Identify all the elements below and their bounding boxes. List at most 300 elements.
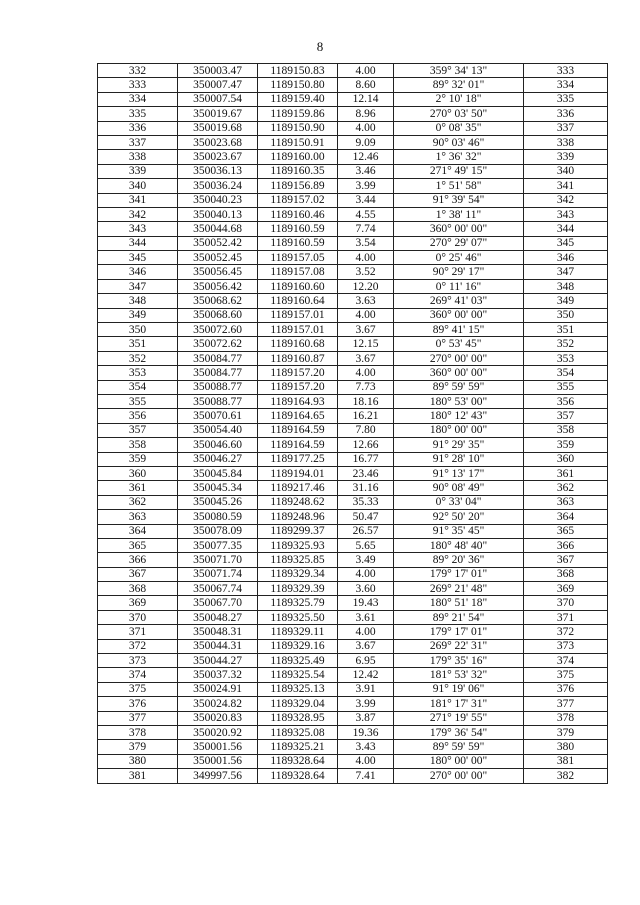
next-point-cell: 375 [524,668,608,682]
distance-cell: 16.77 [338,452,394,466]
x-coordinate-cell: 350036.13 [178,164,258,178]
table-row [98,107,608,121]
next-point-cell: 361 [524,466,608,480]
distance-cell: 3.60 [338,582,394,596]
bearing-cell: 271° 19' 55" [394,711,524,725]
bearing-cell: 91° 29' 35" [394,438,524,452]
y-coordinate-cell: 1189159.86 [258,107,338,121]
bearing-cell: 269° 41' 03" [394,294,524,308]
next-point-cell: 365 [524,524,608,538]
table-row [98,222,608,236]
x-coordinate-cell: 350070.61 [178,409,258,423]
y-coordinate-cell: 1189164.59 [258,438,338,452]
next-point-cell: 344 [524,222,608,236]
y-coordinate-cell: 1189160.46 [258,207,338,221]
table-row [98,567,608,581]
x-coordinate-cell: 350068.62 [178,294,258,308]
point-number-cell: 350 [98,323,178,337]
x-coordinate-cell: 350024.82 [178,697,258,711]
point-number-cell: 337 [98,135,178,149]
next-point-cell: 362 [524,481,608,495]
point-number-cell: 369 [98,596,178,610]
point-number-cell: 355 [98,394,178,408]
page-number: 8 [316,39,324,54]
table-row [98,351,608,365]
table-row [98,423,608,437]
next-point-cell: 367 [524,553,608,567]
y-coordinate-cell: 1189328.64 [258,754,338,768]
next-point-cell: 368 [524,567,608,581]
point-number-cell: 357 [98,423,178,437]
point-number-cell: 362 [98,495,178,509]
table-row [98,135,608,149]
bearing-cell: 2° 10' 18" [394,92,524,106]
next-point-cell: 346 [524,251,608,265]
x-coordinate-cell: 350001.56 [178,754,258,768]
y-coordinate-cell: 1189329.16 [258,639,338,653]
point-number-cell: 351 [98,337,178,351]
next-point-cell: 335 [524,92,608,106]
y-coordinate-cell: 1189157.20 [258,380,338,394]
point-number-cell: 361 [98,481,178,495]
distance-cell: 3.91 [338,682,394,696]
next-point-cell: 348 [524,279,608,293]
point-number-cell: 343 [98,222,178,236]
y-coordinate-cell: 1189157.01 [258,323,338,337]
table-row [98,294,608,308]
bearing-cell: 0° 08' 35" [394,121,524,135]
x-coordinate-cell: 350080.59 [178,510,258,524]
y-coordinate-cell: 1189160.59 [258,222,338,236]
distance-cell: 4.00 [338,625,394,639]
point-number-cell: 377 [98,711,178,725]
table-row [98,481,608,495]
table-row [98,409,608,423]
distance-cell: 4.55 [338,207,394,221]
next-point-cell: 372 [524,625,608,639]
x-coordinate-cell: 350020.83 [178,711,258,725]
y-coordinate-cell: 1189325.85 [258,553,338,567]
distance-cell: 12.20 [338,279,394,293]
bearing-cell: 89° 32' 01" [394,78,524,92]
distance-cell: 4.00 [338,567,394,581]
table-row [98,697,608,711]
point-number-cell: 347 [98,279,178,293]
table-row [98,92,608,106]
bearing-cell: 89° 21' 54" [394,610,524,624]
y-coordinate-cell: 1189325.49 [258,654,338,668]
y-coordinate-cell: 1189150.80 [258,78,338,92]
x-coordinate-cell: 350067.70 [178,596,258,610]
bearing-cell: 91° 19' 06" [394,682,524,696]
point-number-cell: 379 [98,740,178,754]
point-number-cell: 375 [98,682,178,696]
y-coordinate-cell: 1189325.54 [258,668,338,682]
bearing-cell: 0° 11' 16" [394,279,524,293]
next-point-cell: 338 [524,135,608,149]
table-row [98,121,608,135]
next-point-cell: 352 [524,337,608,351]
next-point-cell: 358 [524,423,608,437]
x-coordinate-cell: 350072.62 [178,337,258,351]
table-row [98,711,608,725]
distance-cell: 7.73 [338,380,394,394]
next-point-cell: 364 [524,510,608,524]
table-row [98,754,608,768]
next-point-cell: 374 [524,654,608,668]
table-row [98,668,608,682]
distance-cell: 4.00 [338,121,394,135]
next-point-cell: 382 [524,769,608,783]
bearing-cell: 360° 00' 00" [394,308,524,322]
table-row [98,725,608,739]
y-coordinate-cell: 1189160.59 [258,236,338,250]
next-point-cell: 353 [524,351,608,365]
x-coordinate-cell: 350007.47 [178,78,258,92]
bearing-cell: 89° 20' 36" [394,553,524,567]
x-coordinate-cell: 350077.35 [178,538,258,552]
y-coordinate-cell: 1189150.91 [258,135,338,149]
bearing-cell: 180° 51' 18" [394,596,524,610]
x-coordinate-cell: 350054.40 [178,423,258,437]
bearing-cell: 0° 33' 04" [394,495,524,509]
y-coordinate-cell: 1189194.01 [258,466,338,480]
bearing-cell: 180° 00' 00" [394,423,524,437]
next-point-cell: 377 [524,697,608,711]
coordinates-table [97,63,608,784]
x-coordinate-cell: 350056.42 [178,279,258,293]
y-coordinate-cell: 1189217.46 [258,481,338,495]
bearing-cell: 91° 28' 10" [394,452,524,466]
distance-cell: 4.00 [338,366,394,380]
point-number-cell: 356 [98,409,178,423]
point-number-cell: 368 [98,582,178,596]
next-point-cell: 359 [524,438,608,452]
next-point-cell: 355 [524,380,608,394]
distance-cell: 3.54 [338,236,394,250]
distance-cell: 12.66 [338,438,394,452]
point-number-cell: 363 [98,510,178,524]
point-number-cell: 364 [98,524,178,538]
table-row [98,466,608,480]
table-row [98,207,608,221]
next-point-cell: 333 [524,64,608,78]
table-row [98,582,608,596]
point-number-cell: 352 [98,351,178,365]
coordinates-table-body [98,64,608,784]
y-coordinate-cell: 1189160.64 [258,294,338,308]
y-coordinate-cell: 1189325.50 [258,610,338,624]
bearing-cell: 0° 25' 46" [394,251,524,265]
table-row [98,538,608,552]
point-number-cell: 365 [98,538,178,552]
y-coordinate-cell: 1189329.34 [258,567,338,581]
y-coordinate-cell: 1189157.02 [258,193,338,207]
point-number-cell: 332 [98,64,178,78]
table-row [98,639,608,653]
bearing-cell: 89° 41' 15" [394,323,524,337]
bearing-cell: 91° 13' 17" [394,466,524,480]
bearing-cell: 181° 17' 31" [394,697,524,711]
bearing-cell: 91° 39' 54" [394,193,524,207]
distance-cell: 3.61 [338,610,394,624]
distance-cell: 3.46 [338,164,394,178]
point-number-cell: 346 [98,265,178,279]
x-coordinate-cell: 350020.92 [178,725,258,739]
distance-cell: 7.80 [338,423,394,437]
bearing-cell: 180° 12' 43" [394,409,524,423]
y-coordinate-cell: 1189150.90 [258,121,338,135]
table-row [98,654,608,668]
distance-cell: 12.15 [338,337,394,351]
y-coordinate-cell: 1189328.64 [258,769,338,783]
point-number-cell: 367 [98,567,178,581]
point-number-cell: 358 [98,438,178,452]
point-number-cell: 373 [98,654,178,668]
next-point-cell: 373 [524,639,608,653]
x-coordinate-cell: 350088.77 [178,394,258,408]
point-number-cell: 336 [98,121,178,135]
y-coordinate-cell: 1189160.68 [258,337,338,351]
bearing-cell: 179° 35' 16" [394,654,524,668]
distance-cell: 6.95 [338,654,394,668]
x-coordinate-cell: 350046.27 [178,452,258,466]
next-point-cell: 354 [524,366,608,380]
next-point-cell: 342 [524,193,608,207]
table-row [98,366,608,380]
table-row [98,279,608,293]
table-row [98,380,608,394]
distance-cell: 3.87 [338,711,394,725]
bearing-cell: 179° 17' 01" [394,625,524,639]
table-row [98,337,608,351]
y-coordinate-cell: 1189329.39 [258,582,338,596]
x-coordinate-cell: 350088.77 [178,380,258,394]
point-number-cell: 345 [98,251,178,265]
next-point-cell: 357 [524,409,608,423]
next-point-cell: 379 [524,725,608,739]
next-point-cell: 341 [524,179,608,193]
distance-cell: 31.16 [338,481,394,495]
distance-cell: 3.99 [338,697,394,711]
y-coordinate-cell: 1189325.93 [258,538,338,552]
y-coordinate-cell: 1189329.04 [258,697,338,711]
distance-cell: 19.36 [338,725,394,739]
table-row [98,179,608,193]
x-coordinate-cell: 350045.34 [178,481,258,495]
point-number-cell: 378 [98,725,178,739]
x-coordinate-cell: 350001.56 [178,740,258,754]
x-coordinate-cell: 349997.56 [178,769,258,783]
table-row [98,308,608,322]
next-point-cell: 337 [524,121,608,135]
distance-cell: 7.41 [338,769,394,783]
next-point-cell: 347 [524,265,608,279]
x-coordinate-cell: 350036.24 [178,179,258,193]
x-coordinate-cell: 350048.31 [178,625,258,639]
next-point-cell: 343 [524,207,608,221]
bearing-cell: 360° 00' 00" [394,366,524,380]
next-point-cell: 369 [524,582,608,596]
distance-cell: 3.49 [338,553,394,567]
next-point-cell: 370 [524,596,608,610]
point-number-cell: 335 [98,107,178,121]
next-point-cell: 336 [524,107,608,121]
table-row [98,510,608,524]
table-row [98,193,608,207]
bearing-cell: 0° 53' 45" [394,337,524,351]
distance-cell: 50.47 [338,510,394,524]
table-row [98,394,608,408]
bearing-cell: 92° 50' 20" [394,510,524,524]
bearing-cell: 179° 36' 54" [394,725,524,739]
table-row [98,610,608,624]
distance-cell: 16.21 [338,409,394,423]
next-point-cell: 381 [524,754,608,768]
x-coordinate-cell: 350003.47 [178,64,258,78]
x-coordinate-cell: 350040.13 [178,207,258,221]
y-coordinate-cell: 1189164.65 [258,409,338,423]
x-coordinate-cell: 350071.70 [178,553,258,567]
point-number-cell: 342 [98,207,178,221]
next-point-cell: 340 [524,164,608,178]
y-coordinate-cell: 1189160.60 [258,279,338,293]
y-coordinate-cell: 1189157.05 [258,251,338,265]
table-row [98,78,608,92]
table-row [98,236,608,250]
point-number-cell: 376 [98,697,178,711]
x-coordinate-cell: 350044.68 [178,222,258,236]
x-coordinate-cell: 350044.27 [178,654,258,668]
table-row [98,323,608,337]
distance-cell: 8.96 [338,107,394,121]
next-point-cell: 345 [524,236,608,250]
bearing-cell: 270° 00' 00" [394,769,524,783]
bearing-cell: 89° 59' 59" [394,740,524,754]
bearing-cell: 270° 03' 50" [394,107,524,121]
table-row [98,251,608,265]
distance-cell: 12.46 [338,150,394,164]
bearing-cell: 89° 59' 59" [394,380,524,394]
table-row [98,452,608,466]
table-row [98,769,608,783]
y-coordinate-cell: 1189156.89 [258,179,338,193]
y-coordinate-cell: 1189248.96 [258,510,338,524]
x-coordinate-cell: 350078.09 [178,524,258,538]
point-number-cell: 371 [98,625,178,639]
point-number-cell: 359 [98,452,178,466]
next-point-cell: 376 [524,682,608,696]
distance-cell: 9.09 [338,135,394,149]
point-number-cell: 341 [98,193,178,207]
x-coordinate-cell: 350007.54 [178,92,258,106]
table-row [98,524,608,538]
x-coordinate-cell: 350046.60 [178,438,258,452]
bearing-cell: 90° 29' 17" [394,265,524,279]
table-row [98,740,608,754]
y-coordinate-cell: 1189325.21 [258,740,338,754]
point-number-cell: 334 [98,92,178,106]
bearing-cell: 271° 49' 15" [394,164,524,178]
x-coordinate-cell: 350044.31 [178,639,258,653]
x-coordinate-cell: 350068.60 [178,308,258,322]
point-number-cell: 370 [98,610,178,624]
y-coordinate-cell: 1189159.40 [258,92,338,106]
x-coordinate-cell: 350072.60 [178,323,258,337]
x-coordinate-cell: 350048.27 [178,610,258,624]
y-coordinate-cell: 1189328.95 [258,711,338,725]
x-coordinate-cell: 350023.68 [178,135,258,149]
point-number-cell: 353 [98,366,178,380]
distance-cell: 23.46 [338,466,394,480]
bearing-cell: 90° 03' 46" [394,135,524,149]
x-coordinate-cell: 350052.42 [178,236,258,250]
next-point-cell: 356 [524,394,608,408]
x-coordinate-cell: 350037.32 [178,668,258,682]
distance-cell: 3.44 [338,193,394,207]
y-coordinate-cell: 1189329.11 [258,625,338,639]
next-point-cell: 371 [524,610,608,624]
point-number-cell: 340 [98,179,178,193]
y-coordinate-cell: 1189325.08 [258,725,338,739]
point-number-cell: 354 [98,380,178,394]
bearing-cell: 1° 38' 11" [394,207,524,221]
x-coordinate-cell: 350019.67 [178,107,258,121]
table-row [98,265,608,279]
point-number-cell: 380 [98,754,178,768]
point-number-cell: 349 [98,308,178,322]
distance-cell: 3.67 [338,323,394,337]
point-number-cell: 339 [98,164,178,178]
next-point-cell: 380 [524,740,608,754]
y-coordinate-cell: 1189299.37 [258,524,338,538]
bearing-cell: 270° 29' 07" [394,236,524,250]
distance-cell: 19.43 [338,596,394,610]
y-coordinate-cell: 1189150.83 [258,64,338,78]
table-row [98,553,608,567]
table-row [98,625,608,639]
y-coordinate-cell: 1189248.62 [258,495,338,509]
bearing-cell: 179° 17' 01" [394,567,524,581]
y-coordinate-cell: 1189160.00 [258,150,338,164]
x-coordinate-cell: 350056.45 [178,265,258,279]
next-point-cell: 378 [524,711,608,725]
table-row [98,495,608,509]
distance-cell: 3.67 [338,351,394,365]
y-coordinate-cell: 1189164.59 [258,423,338,437]
x-coordinate-cell: 350084.77 [178,351,258,365]
next-point-cell: 350 [524,308,608,322]
table-row [98,64,608,78]
point-number-cell: 374 [98,668,178,682]
distance-cell: 26.57 [338,524,394,538]
next-point-cell: 360 [524,452,608,466]
next-point-cell: 349 [524,294,608,308]
bearing-cell: 270° 00' 00" [394,351,524,365]
distance-cell: 35.33 [338,495,394,509]
point-number-cell: 348 [98,294,178,308]
bearing-cell: 91° 35' 45" [394,524,524,538]
point-number-cell: 333 [98,78,178,92]
next-point-cell: 363 [524,495,608,509]
distance-cell: 3.63 [338,294,394,308]
y-coordinate-cell: 1189325.13 [258,682,338,696]
next-point-cell: 351 [524,323,608,337]
table-row [98,596,608,610]
point-number-cell: 360 [98,466,178,480]
distance-cell: 4.00 [338,754,394,768]
next-point-cell: 339 [524,150,608,164]
